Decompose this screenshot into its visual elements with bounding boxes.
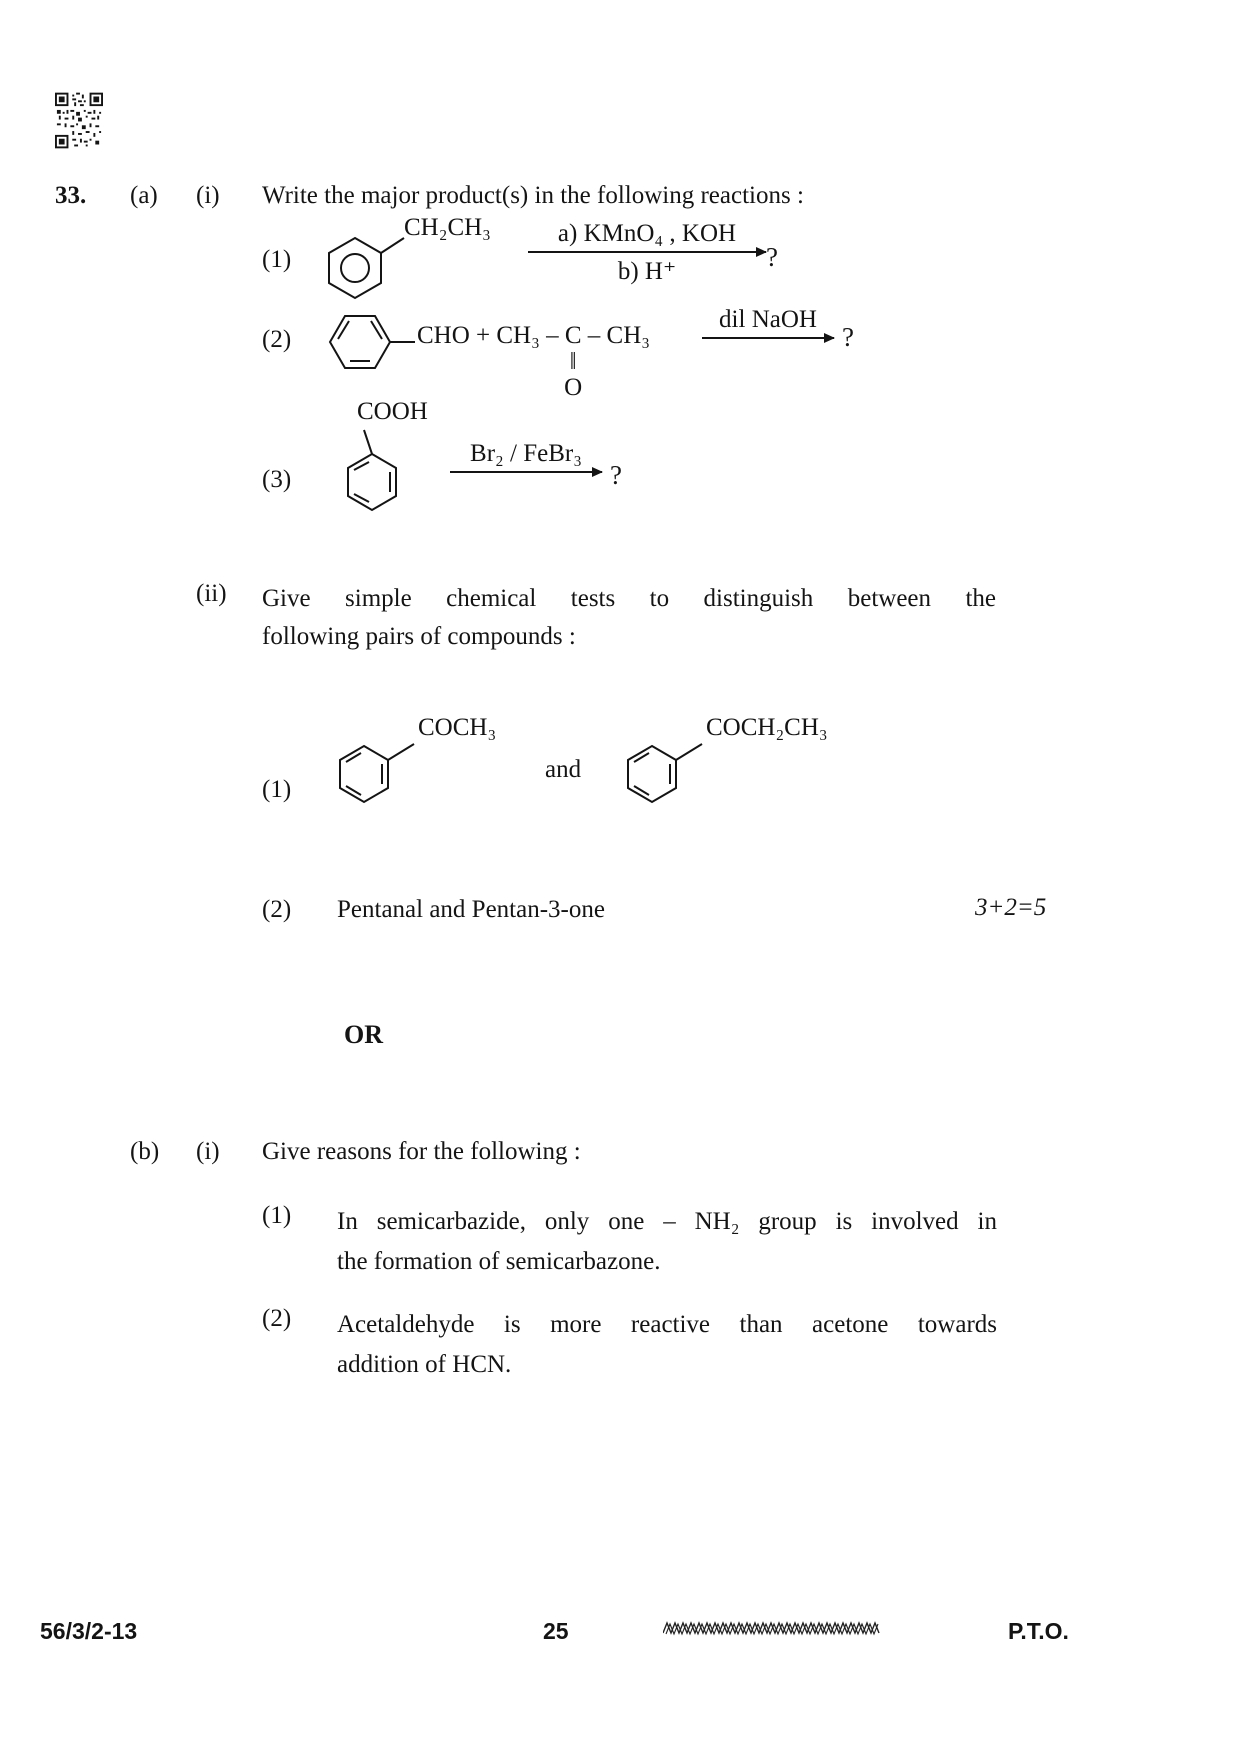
reaction-2-product-mark: ? — [842, 322, 854, 352]
pair-1-right-substituent: COCH₂CH₃ — [706, 714, 828, 741]
reaction-2-reagent-above: dil NaOH — [719, 306, 817, 333]
part-b-i-label: (i) — [196, 1138, 220, 1165]
part-a-ii-prompt-line-1: Give simple chemical tests to distinguish between the — [262, 585, 996, 612]
reaction-2-formula — [417, 322, 650, 401]
reaction-1-product-mark: ? — [766, 242, 778, 272]
marks-badge: 3+2=5 — [975, 894, 1047, 921]
footer-page-number: 25 — [543, 1618, 569, 1644]
reason-2-line-2: addition of HCN. — [337, 1351, 512, 1378]
reason-1-line-2: the formation of semicarbazone. — [337, 1248, 661, 1275]
reaction-3-benzene-ring — [332, 426, 412, 518]
pair-1-left-substituent: COCH₃ — [418, 714, 497, 741]
reaction-2-arrow-shaft — [702, 337, 834, 339]
footer-squiggle — [663, 1620, 883, 1638]
part-a-ii-prompt-line-2: following pairs of compounds : — [262, 623, 576, 650]
part-a-label: (a) — [130, 182, 158, 209]
reaction-3-product-mark: ? — [610, 460, 622, 490]
part-a-i-prompt: Write the major product(s) in the following reactions : — [262, 182, 804, 209]
reaction-2-benzene-ring — [326, 308, 418, 376]
reaction-1-arrow-shaft — [528, 251, 766, 253]
reaction-1-benzene-ring — [320, 226, 412, 304]
reaction-1-arrow — [528, 220, 766, 286]
or-divider: OR — [344, 1020, 383, 1049]
reaction-1-substituent: CH₂CH₃ — [404, 214, 491, 241]
reaction-3-label: (3) — [262, 466, 292, 493]
reaction-2-arrow — [702, 306, 834, 339]
reaction-2-double-bond: ‖ — [569, 349, 577, 375]
reaction-2-oxygen: O — [564, 374, 583, 401]
part-a-ii-prompt — [262, 580, 996, 656]
reaction-1-reagent-below: b) H⁺ — [617, 258, 677, 285]
pair-1-right-benzene-ring — [618, 734, 710, 806]
pair-2-text: Pentanal and Pentan-3-one — [337, 896, 605, 923]
reason-2-label: (2) — [262, 1305, 292, 1332]
pair-1-left-benzene-ring — [330, 734, 422, 806]
reaction-3-substituent: COOH — [357, 398, 428, 425]
qr-code — [55, 92, 103, 149]
part-a-i-label: (i) — [196, 182, 220, 209]
reaction-1-label: (1) — [262, 246, 292, 273]
reaction-3-reagent-above: Br₂ / FeBr₃ — [470, 440, 582, 467]
reason-2-text — [337, 1305, 997, 1385]
reaction-3-arrow — [450, 440, 602, 473]
part-b-label: (b) — [130, 1138, 160, 1165]
reaction-2-carbonyl-group — [564, 322, 583, 401]
reaction-3-arrow-shaft — [450, 471, 602, 473]
reaction-2-carbonyl-c: C — [564, 322, 582, 349]
reaction-2-formula-pre: CHO + CH₃ – — [417, 322, 565, 349]
reason-1-line-1: In semicarbazide, only one – NH₂ group is involved in — [337, 1208, 997, 1235]
reason-1-label: (1) — [262, 1202, 292, 1229]
pair-1-label: (1) — [262, 776, 292, 803]
reaction-2-label: (2) — [262, 326, 292, 353]
question-number: 33. — [55, 182, 87, 209]
part-a-ii-label: (ii) — [196, 580, 227, 607]
pair-1-conjunction: and — [545, 756, 582, 783]
reason-2-line-1: Acetaldehyde is more reactive than acetone towards — [337, 1311, 997, 1338]
reaction-2-formula-post: – CH₃ — [581, 322, 650, 349]
footer-pto: P.T.O. — [1008, 1618, 1069, 1644]
footer-paper-code: 56/3/2-13 — [40, 1618, 138, 1644]
pair-2-label: (2) — [262, 896, 292, 923]
part-b-i-prompt: Give reasons for the following : — [262, 1138, 581, 1165]
reason-1-text — [337, 1202, 997, 1282]
reaction-1-reagent-above: a) KMnO₄ , KOH — [557, 220, 737, 247]
